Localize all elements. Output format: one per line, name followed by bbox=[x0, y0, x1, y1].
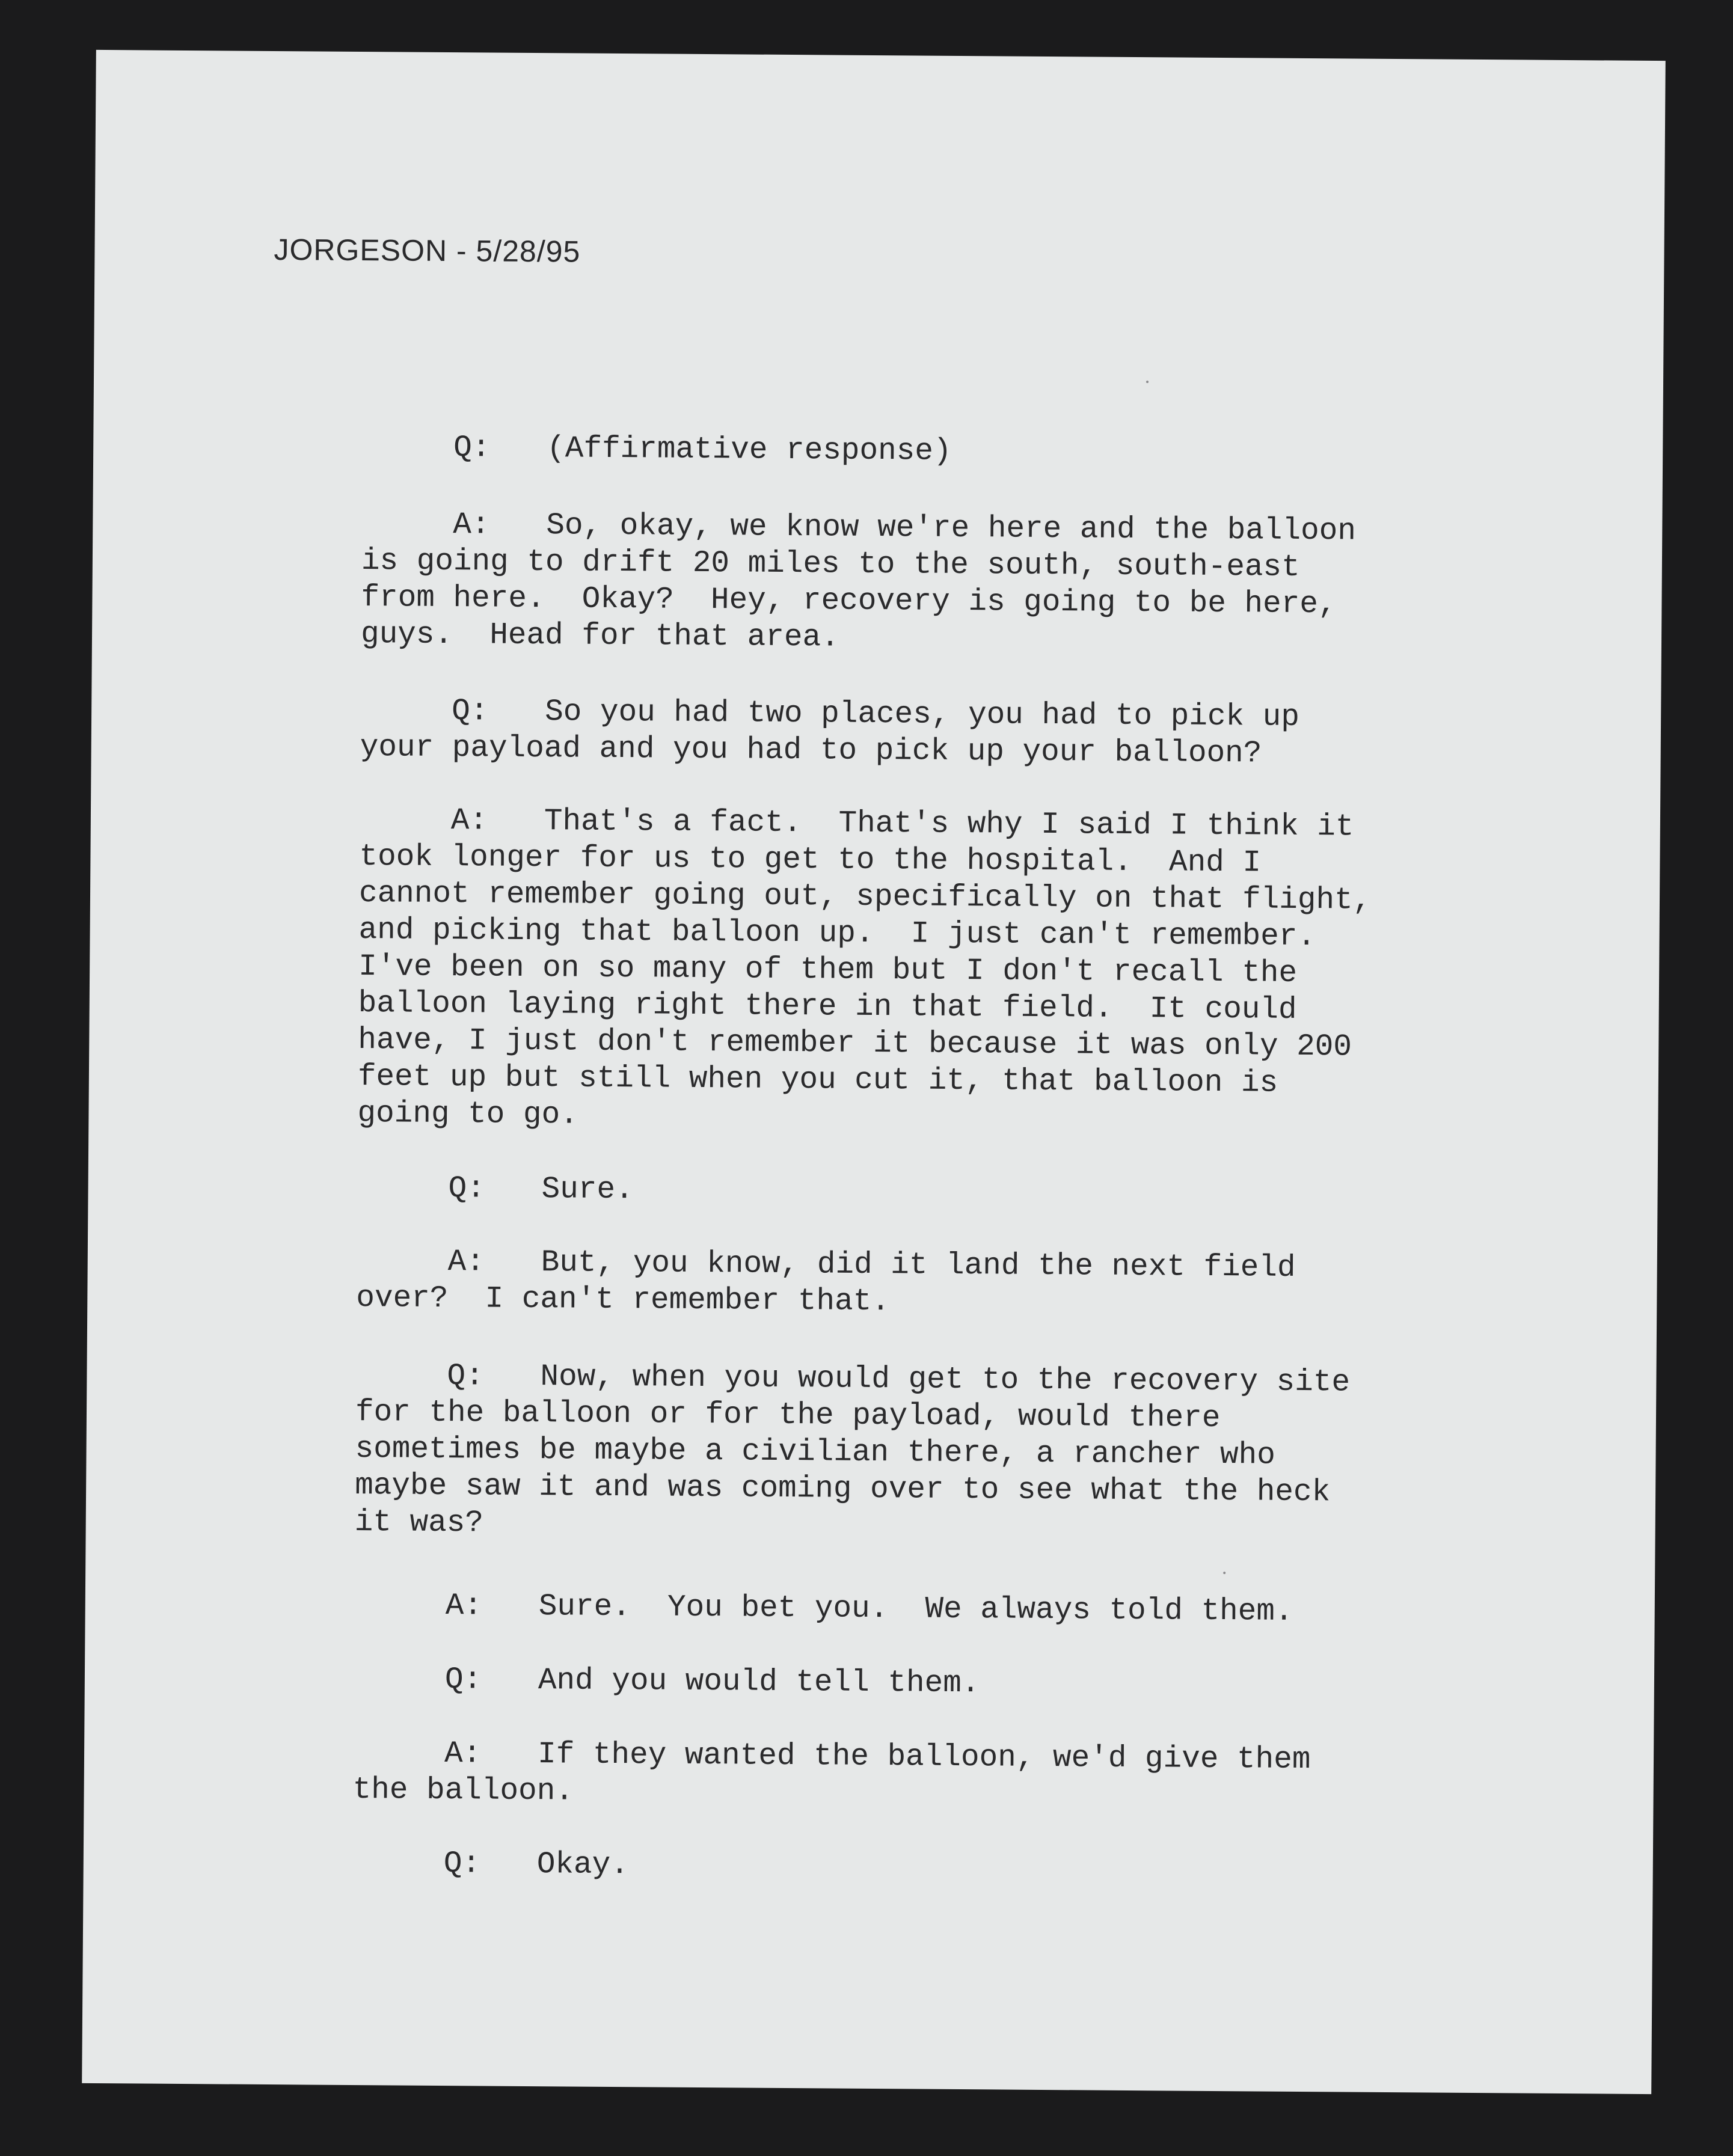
speaker-label: A: bbox=[447, 1245, 485, 1280]
transcript-text: And you would tell them. bbox=[538, 1664, 980, 1701]
transcript-text: So you had two places, you had to pick up bbox=[544, 695, 1300, 735]
transcript-paragraph bbox=[352, 1735, 1310, 1815]
transcript-line bbox=[356, 1280, 1295, 1323]
transcript-text: (Affirmative response) bbox=[547, 432, 952, 469]
transcript-text: for the balloon or for the payload, would there bbox=[355, 1395, 1221, 1436]
transcript-text: If they wanted the balloon, we'd give them bbox=[537, 1738, 1311, 1778]
transcript-text: feet up but still when you cut it, that balloon is bbox=[357, 1060, 1278, 1101]
transcript-line bbox=[357, 1170, 633, 1208]
transcript-text: sometimes be maybe a civilian there, a rancher who bbox=[355, 1432, 1276, 1473]
transcript-text: So, okay, we know we're here and the balloon bbox=[546, 509, 1357, 549]
transcript-line bbox=[360, 693, 1299, 736]
transcript-line bbox=[361, 616, 1355, 660]
transcript-line bbox=[355, 1504, 1349, 1548]
transcript-text: Sure. You bet you. We always told them. bbox=[538, 1590, 1293, 1629]
transcript-text: But, you know, did it land the next field bbox=[541, 1246, 1296, 1285]
transcript-line bbox=[362, 429, 952, 470]
transcript-line bbox=[352, 1845, 629, 1884]
transcript-paragraph bbox=[356, 1243, 1296, 1323]
transcript-line bbox=[355, 1431, 1349, 1475]
speaker-label: A: bbox=[453, 508, 490, 543]
transcript-paragraph bbox=[355, 1358, 1351, 1548]
transcript-line bbox=[357, 1243, 1296, 1287]
transcript-text: and picking that balloon up. I just can't remember. bbox=[358, 913, 1316, 955]
transcript-line bbox=[353, 1735, 1311, 1778]
transcript-paragraph bbox=[361, 506, 1356, 660]
transcript-text: Sure. bbox=[541, 1172, 634, 1208]
transcript-line bbox=[360, 729, 1299, 773]
transcript-line bbox=[361, 506, 1356, 550]
transcript-paragraph bbox=[357, 802, 1372, 1139]
speaker-label: Q: bbox=[444, 1663, 482, 1698]
transcript-text: it was? bbox=[354, 1505, 484, 1541]
transcript-text: took longer for us to get to the hospital. And I bbox=[359, 840, 1262, 881]
transcript-text: balloon laying right there in that field. It could bbox=[358, 987, 1297, 1027]
speaker-label: A: bbox=[445, 1589, 483, 1624]
transcript-text: over? I can't remember that. bbox=[356, 1281, 891, 1320]
transcript-text: I've been on so many of them but I don't recall the bbox=[358, 950, 1298, 991]
transcript-text: Okay. bbox=[536, 1848, 630, 1883]
transcript-line bbox=[354, 1661, 980, 1702]
transcript-text: from here. Okay? Hey, recovery is going to be here, bbox=[361, 581, 1337, 622]
transcript-line bbox=[355, 1358, 1350, 1401]
transcript-text: guys. Head for that area. bbox=[360, 617, 839, 655]
transcript-line bbox=[355, 1468, 1349, 1511]
transcript-line bbox=[355, 1394, 1350, 1438]
transcript-text: have, I just don't remember it because it was only 200 bbox=[358, 1023, 1352, 1065]
transcript-text: is going to drift 20 miles to the south, south-east bbox=[361, 544, 1300, 585]
document-page bbox=[82, 50, 1666, 2094]
transcript-line bbox=[361, 580, 1355, 623]
page-header: JORGESON - 5/28/95 bbox=[274, 233, 581, 269]
transcript-paragraph bbox=[354, 1587, 1293, 1631]
transcript-text: the balloon. bbox=[352, 1772, 574, 1809]
transcript-line bbox=[361, 543, 1356, 587]
transcript-line bbox=[357, 1095, 1370, 1139]
speaker-label: Q: bbox=[451, 694, 489, 729]
paper-speck bbox=[1223, 1572, 1225, 1574]
transcript-line bbox=[354, 1587, 1293, 1631]
speaker-label: Q: bbox=[448, 1172, 486, 1207]
transcript-paragraph bbox=[354, 1661, 980, 1702]
transcript-text: your payload and you had to pick up your balloon? bbox=[360, 730, 1262, 771]
speaker-label: A: bbox=[444, 1737, 482, 1772]
transcript-paragraph bbox=[360, 693, 1300, 773]
transcript-text: maybe saw it and was coming over to see what the heck bbox=[354, 1468, 1331, 1510]
speaker-label: Q: bbox=[453, 431, 491, 466]
transcript-text: going to go. bbox=[357, 1097, 578, 1133]
transcript-paragraph bbox=[352, 1845, 629, 1884]
transcript-paragraph bbox=[362, 429, 952, 470]
transcript-line bbox=[352, 1772, 1310, 1815]
speaker-label: A: bbox=[450, 804, 488, 839]
transcript-text: That's a fact. That's why I said I think it bbox=[544, 804, 1354, 845]
transcript-text: cannot remember going out, specifically on that flight, bbox=[358, 877, 1372, 918]
paper-speck bbox=[1146, 381, 1149, 383]
speaker-label: Q: bbox=[447, 1359, 484, 1394]
transcript-text: Now, when you would get to the recovery site bbox=[540, 1360, 1351, 1400]
speaker-label: Q: bbox=[443, 1847, 481, 1882]
transcript-paragraph bbox=[357, 1170, 633, 1208]
